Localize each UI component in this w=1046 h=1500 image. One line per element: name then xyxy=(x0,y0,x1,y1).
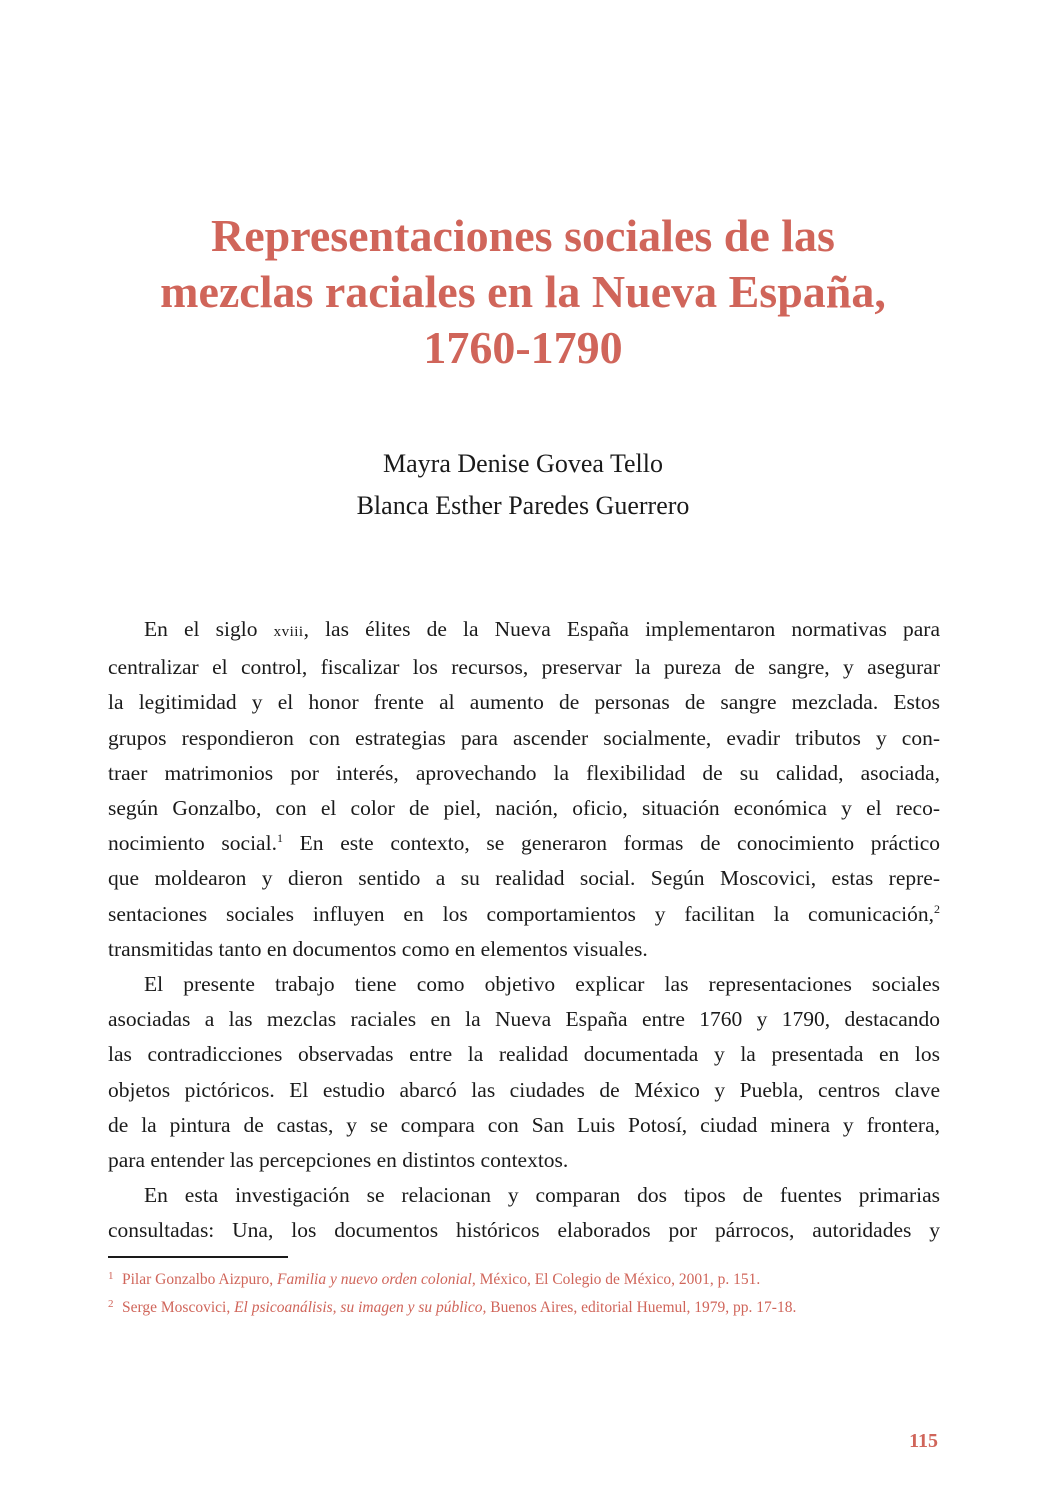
text-line xyxy=(108,612,940,650)
text-line: grupos respondieron con estrategias para ascender socialmente, evadir tributos y con- xyxy=(108,725,940,750)
title-line: 1760-1790 xyxy=(423,322,623,373)
footnotes xyxy=(108,1264,958,1320)
footnote-text: Pilar Gonzalbo Aizpuro, xyxy=(122,1271,277,1288)
text-line: de la pintura de castas, y se compara con San Luis Potosí, ciudad minera y frontera, xyxy=(108,1112,940,1137)
text-line: El presente trabajo tiene como objetivo explicar las representaciones sociales xyxy=(144,972,940,997)
text-line xyxy=(108,826,940,861)
body-text xyxy=(108,612,940,1249)
footnote xyxy=(108,1264,958,1292)
text-line xyxy=(108,897,940,932)
text-run: En el siglo xyxy=(144,617,274,641)
text-line: centralizar el control, fiscalizar los recursos, preservar la pureza de sangre, y asegurar xyxy=(108,655,940,680)
text-line: para entender las percepciones en distintos contextos. xyxy=(108,1148,569,1173)
title-line: mezclas raciales en la Nueva España, xyxy=(160,266,886,317)
footnote-book-title: El psicoanálisis, su imagen y su público, xyxy=(234,1299,487,1316)
text-line: consultadas: Una, los documentos históricos elaborados por párrocos, autoridades y xyxy=(108,1218,940,1243)
text-line: que moldearon y dieron sentido a su realidad social. Según Moscovici, estas repre- xyxy=(108,866,940,891)
text-run: nocimiento social. xyxy=(108,831,277,856)
text-line: las contradicciones observadas entre la realidad documentada y la presentada en los xyxy=(108,1042,940,1067)
footnote-text: , México, El Colegio de México, 2001, p. 151. xyxy=(471,1271,761,1288)
text-line: la legitimidad y el honor frente al aumento de personas de sangre mezclada. Estos xyxy=(108,690,940,715)
text-line: traer matrimonios por interés, aprovechando la flexibilidad de su calidad, asociada, xyxy=(108,760,940,785)
footnote-divider xyxy=(108,1256,288,1258)
footnote-ref: 2 xyxy=(934,901,940,916)
footnote-ref: 1 xyxy=(276,831,283,846)
text-line: asociadas a las mezclas raciales en la Nueva España entre 1760 y 1790, destacando xyxy=(108,1007,940,1032)
text-run: , las élites de la Nueva España implementaron normativas para xyxy=(303,617,940,641)
text-run: sentaciones sociales influyen en los comportamientos y facilitan la comunicación, xyxy=(108,901,934,926)
century-small-caps: xviii xyxy=(273,624,304,640)
author-name: Blanca Esther Paredes Guerrero xyxy=(356,491,690,520)
footnote-text: Buenos Aires, editorial Huemul, 1979, pp. 17-18. xyxy=(486,1299,797,1316)
footnote xyxy=(108,1292,958,1320)
text-line: objetos pictóricos. El estudio abarcó las ciudades de México y Puebla, centros clave xyxy=(108,1077,940,1102)
text-run: En este contexto, se generaron formas de conocimiento práctico xyxy=(282,831,940,856)
author-name: Mayra Denise Govea Tello xyxy=(383,449,663,478)
text-line: según Gonzalbo, con el color de piel, nación, oficio, situación económica y el reco- xyxy=(108,796,940,821)
text-line: transmitidas tanto en documentos como en elementos visuales. xyxy=(108,936,648,961)
page-number: 115 xyxy=(909,1430,938,1452)
footnote-book-title: Familia y nuevo orden colonial xyxy=(276,1271,472,1288)
article-title xyxy=(80,208,966,376)
footnote-number: 1 xyxy=(108,1270,114,1282)
footnote-text: Serge Moscovici, xyxy=(122,1299,235,1316)
title-line: Representaciones sociales de las xyxy=(211,210,835,261)
text-line: En esta investigación se relacionan y comparan dos tipos de fuentes primarias xyxy=(144,1183,940,1208)
footnote-number: 2 xyxy=(108,1298,114,1310)
author-list xyxy=(80,443,966,527)
